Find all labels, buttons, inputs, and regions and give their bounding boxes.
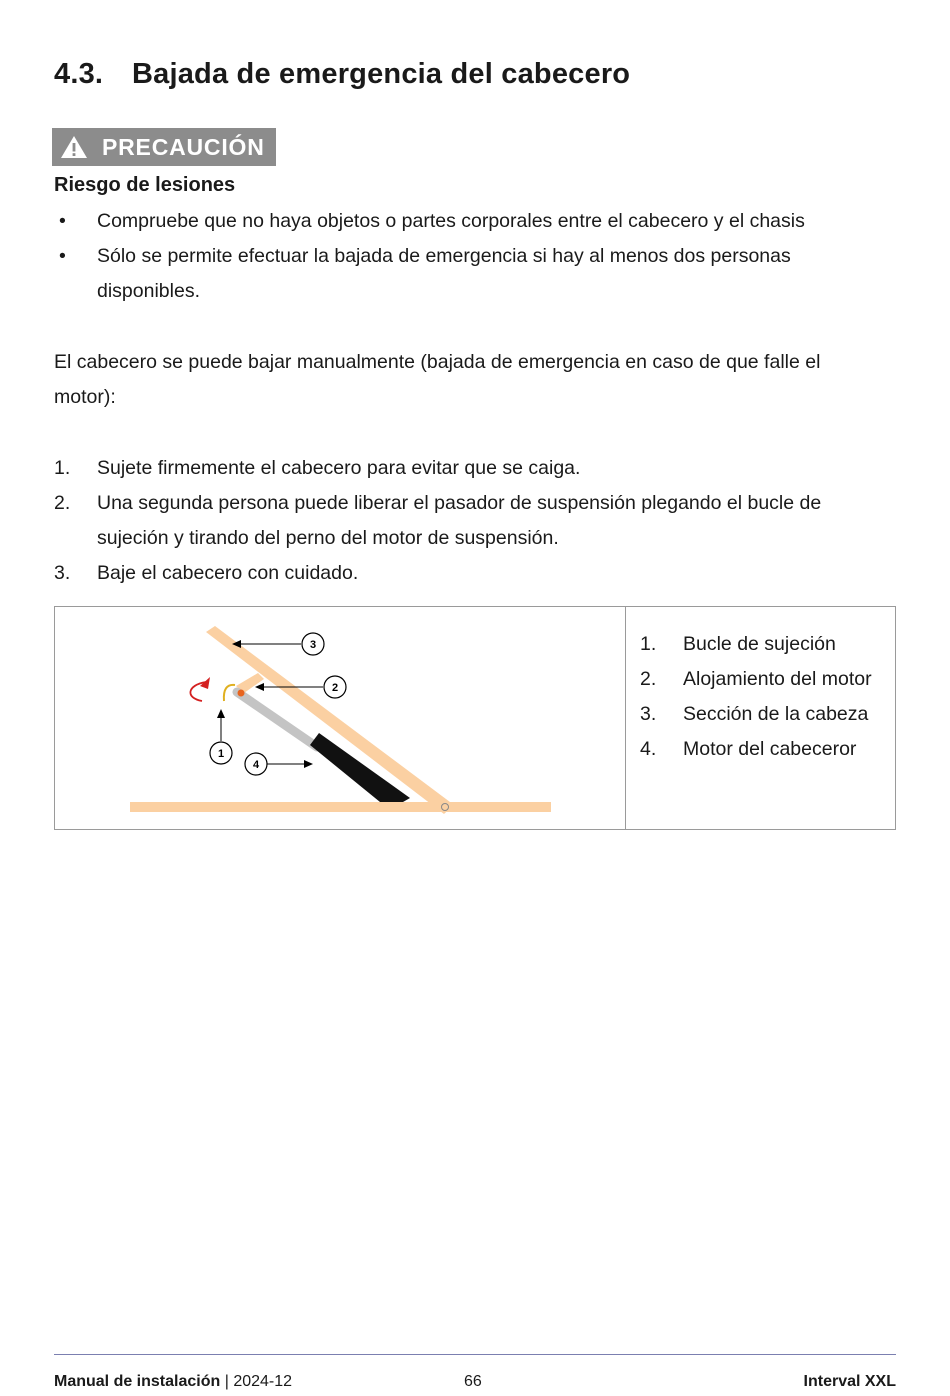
legend-text: Bucle de sujeción	[683, 633, 836, 655]
step-number: 1.	[54, 457, 71, 479]
warning-triangle-icon	[60, 135, 88, 159]
legend-number: 1.	[640, 633, 657, 655]
legend-text: Motor del cabeceror	[683, 738, 857, 760]
caution-badge	[52, 128, 276, 166]
bullet-text: Sólo se permite efectuar la bajada de emergencia si hay al menos dos personas disponibles.	[97, 245, 791, 302]
footer-separator: |	[224, 1373, 229, 1390]
callout-number-1: 1	[217, 748, 225, 760]
legend-item	[640, 732, 872, 767]
base-frame	[130, 802, 551, 812]
steps-list	[54, 451, 854, 591]
legend-text: Sección de la cabeza	[683, 703, 869, 725]
figure-table	[54, 606, 896, 830]
legend-item	[640, 627, 872, 662]
page-title	[54, 58, 630, 91]
step-text: Baje el cabecero con cuidado.	[97, 562, 359, 584]
step-text: Sujete firmemente el cabecero para evitar que se caiga.	[97, 457, 581, 479]
callout-number-4: 4	[252, 759, 260, 771]
head-section	[206, 626, 454, 814]
callout-number-3: 3	[309, 639, 317, 651]
figure-legend	[640, 627, 872, 767]
pin-dot	[238, 690, 245, 697]
footer-divider	[54, 1354, 896, 1355]
figure-divider	[625, 607, 626, 829]
callout-arrow-1	[217, 709, 225, 718]
footer-product: Interval XXL	[803, 1373, 896, 1390]
footer-manual: Manual de instalación	[54, 1373, 221, 1390]
bullet-text: Compruebe que no haya objetos o partes corporales entre el cabecero y el chasis	[97, 210, 805, 232]
headboard-illustration	[55, 607, 625, 831]
callout-number-2: 2	[331, 682, 339, 694]
risk-title: Riesgo de lesiones	[54, 174, 236, 196]
list-item	[54, 451, 854, 486]
legend-text: Alojamiento del motor	[683, 668, 872, 690]
step-number: 2.	[54, 492, 71, 514]
section-title: Bajada de emergencia del cabecero	[132, 58, 631, 90]
list-item	[54, 204, 854, 239]
bullet-dot: •	[59, 210, 66, 232]
list-item	[54, 239, 854, 309]
step-text: Una segunda persona puede liberar el pasador de suspensión plegando el bucle de sujeción y tirando del perno del motor de suspensión.	[97, 492, 822, 549]
list-item	[54, 486, 854, 556]
section-number: 4.3.	[54, 58, 104, 90]
callout-arrow-4	[304, 760, 313, 768]
risk-bullet-list	[54, 204, 854, 309]
bullet-dot: •	[59, 245, 66, 267]
legend-item	[640, 697, 872, 732]
page-number: 66	[464, 1373, 482, 1390]
page-footer	[54, 1373, 896, 1396]
caution-label: PRECAUCIÓN	[102, 133, 265, 160]
legend-number: 3.	[640, 703, 657, 725]
footer-date: 2024-12	[233, 1373, 293, 1390]
legend-number: 4.	[640, 738, 657, 760]
footer-left	[54, 1373, 292, 1391]
list-item	[54, 556, 854, 591]
legend-item	[640, 662, 872, 697]
intro-paragraph: El cabecero se puede bajar manualmente (bajada de emergencia en caso de que falle el motor):	[54, 351, 821, 408]
step-number: 3.	[54, 562, 71, 584]
legend-number: 2.	[640, 668, 657, 690]
